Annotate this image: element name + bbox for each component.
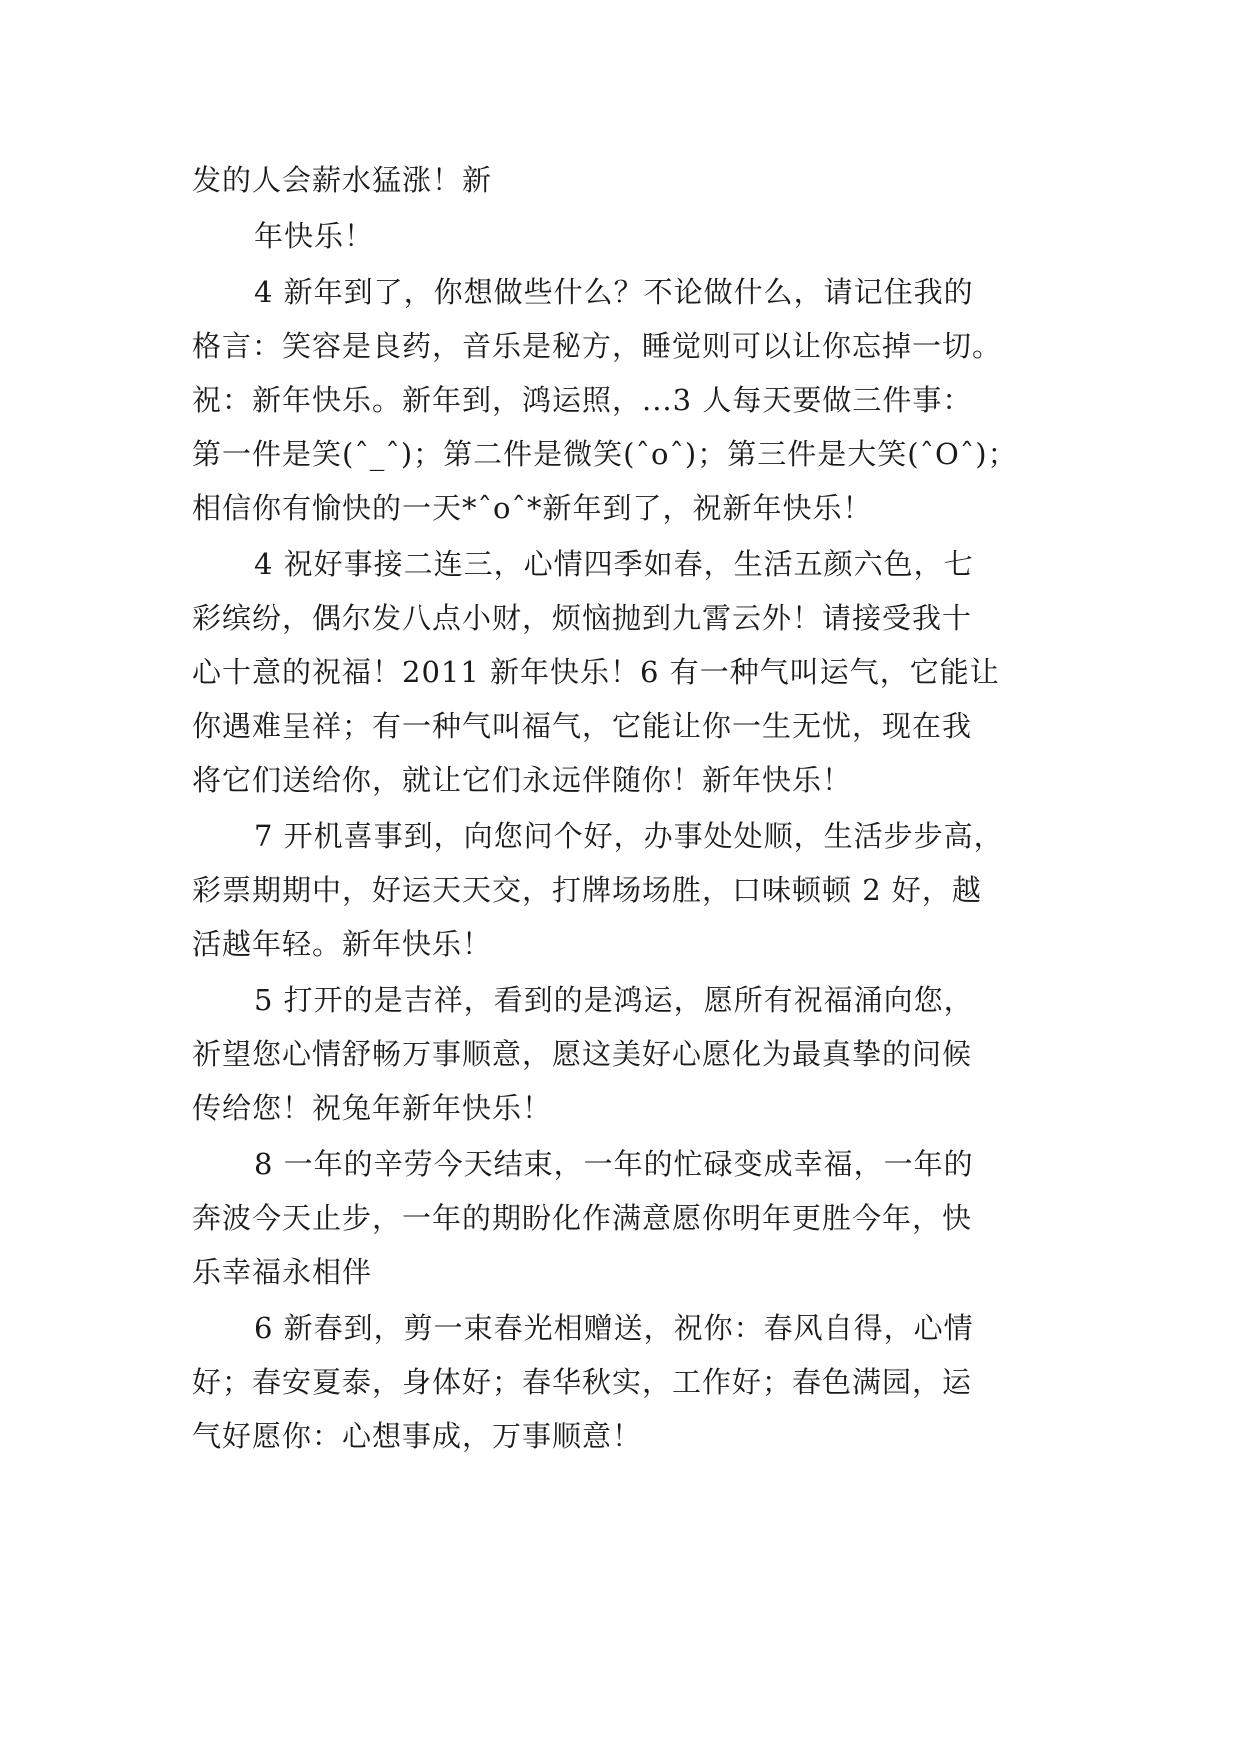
- text-line: 祝：新年快乐。新年到，鸿运照，...3 人每天要做三件事：: [192, 383, 973, 417]
- paragraph-first-line: 8 一年的辛劳今天结束，一年的忙碌变成幸福，一年的: [254, 1147, 974, 1181]
- text-line: 乐幸福永相伴: [192, 1255, 373, 1289]
- text-line: 活越年轻。新年快乐！: [192, 927, 493, 961]
- paragraph-first-line: 5 打开的是吉祥，看到的是鸿运，愿所有祝福涌向您，: [254, 983, 974, 1017]
- text-line: 将它们送给你，就让它们永远伴随你！新年快乐！: [192, 763, 853, 797]
- paragraph-first-line: 4 祝好事接二连三，心情四季如春，生活五颜六色，七: [254, 547, 974, 581]
- text-line: 彩票期期中，好运天天交，打牌场场胜，口味顿顿 2 好，越: [192, 873, 982, 907]
- paragraph-first-line: 4 新年到了，你想做些什么？不论做什么，请记住我的: [254, 275, 974, 309]
- text-line: 发的人会薪水猛涨！新: [192, 163, 493, 197]
- text-line: 相信你有愉快的一天*ˆoˆ*新年到了，祝新年快乐！: [192, 491, 873, 525]
- text-line: 好；春安夏泰，身体好；春华秋实，工作好；春色满园，运: [192, 1365, 973, 1399]
- text-line: 祈望您心情舒畅万事顺意，愿这美好心愿化为最真挚的问候: [192, 1037, 973, 1071]
- text-line: 气好愿你：心想事成，万事顺意！: [192, 1419, 643, 1453]
- text-line: 格言：笑容是良药，音乐是秘方，睡觉则可以让你忘掉一切。: [192, 329, 1003, 363]
- text-line: 奔波今天止步，一年的期盼化作满意愿你明年更胜今年，快: [192, 1201, 973, 1235]
- paragraph-first-line: 6 新春到，剪一束春光相赠送，祝你：春风自得，心情: [254, 1311, 974, 1345]
- text-line: 年快乐！: [254, 219, 375, 253]
- text-line: 传给您！祝兔年新年快乐！: [192, 1091, 553, 1125]
- text-line: 彩缤纷，偶尔发八点小财，烦恼抛到九霄云外！请接受我十: [192, 601, 973, 635]
- text-line: 心十意的祝福！2011 新年快乐！6 有一种气叫运气，它能让: [192, 655, 1000, 689]
- text-line: 第一件是笑(ˆ_ˆ)；第二件是微笑(ˆoˆ)；第三件是大笑(ˆOˆ)；: [192, 437, 1018, 471]
- paragraph-first-line: 7 开机喜事到，向您问个好，办事处处顺，生活步步高，: [254, 819, 1004, 853]
- text-line: 你遇难呈祥；有一种气叫福气，它能让你一生无忧，现在我: [192, 709, 973, 743]
